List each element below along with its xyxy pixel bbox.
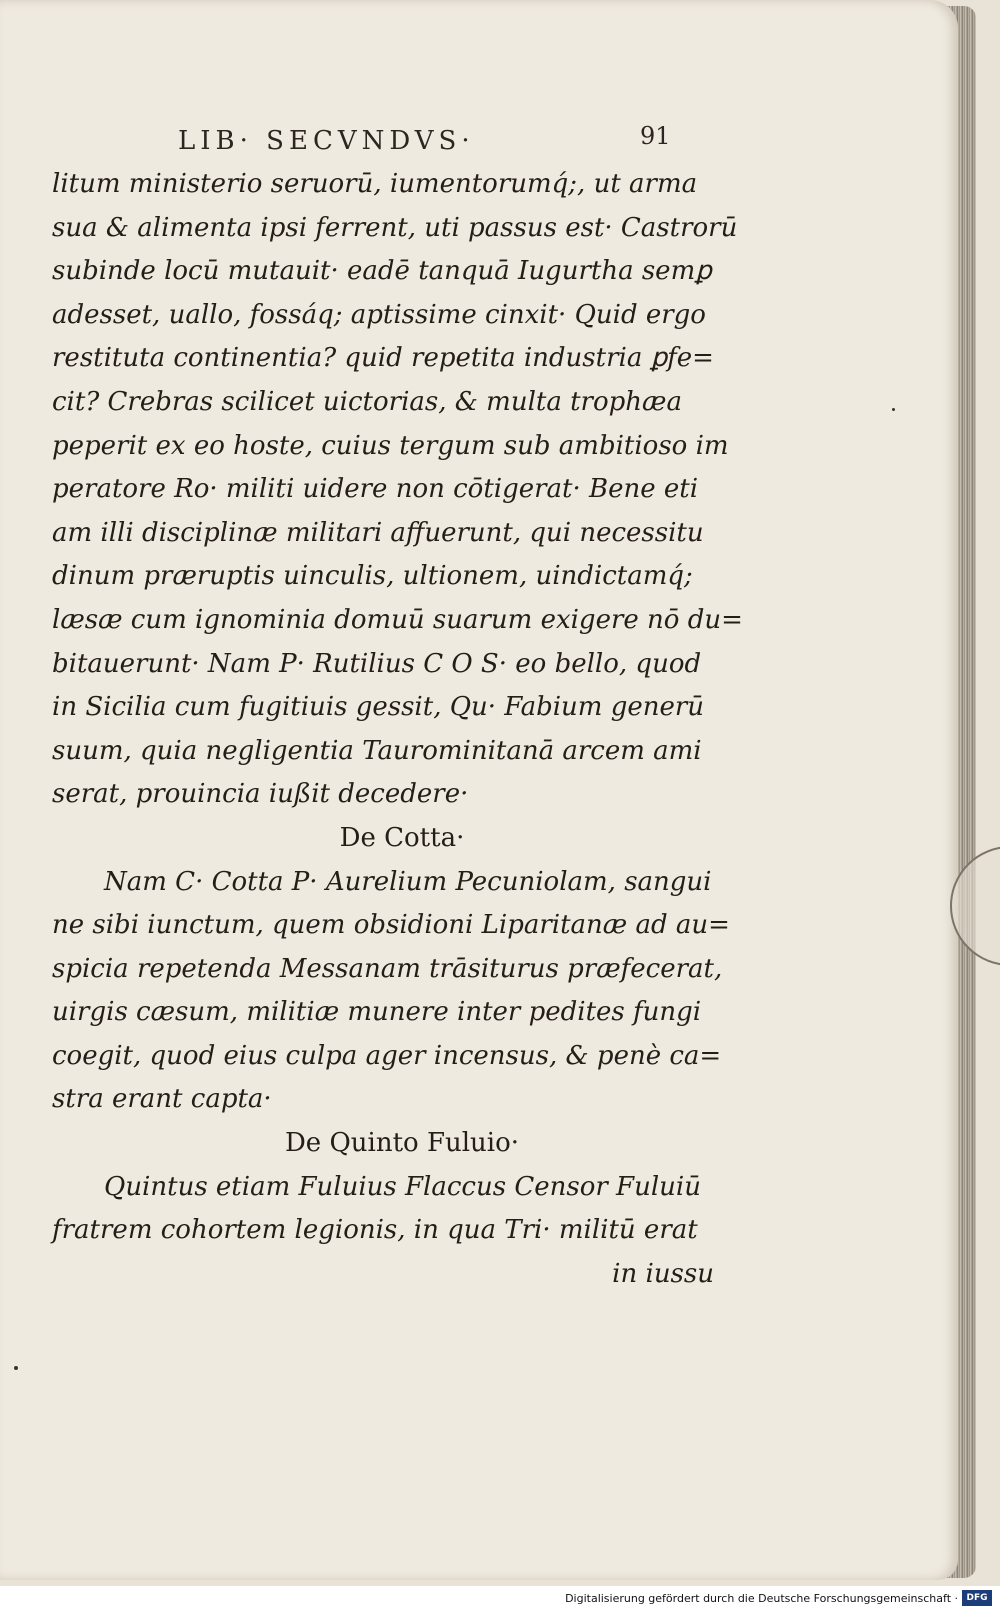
text-line: Nam C· Cotta P· Aurelium Pecuniolam, sangui bbox=[104, 866, 712, 897]
ink-speck bbox=[892, 408, 895, 411]
text-line: restituta continentia? quid repetita industria ꝑfe= bbox=[52, 343, 714, 374]
section-heading: De Quinto Fuluio· bbox=[284, 1128, 520, 1159]
section-heading: De Cotta· bbox=[339, 822, 465, 853]
text-line: am illi disciplinæ militari affuerunt, qui necessitu bbox=[52, 517, 704, 548]
page-number: 91 bbox=[640, 122, 671, 150]
text-line: suum, quia negligentia Taurominitanā arcem ami bbox=[52, 735, 702, 766]
text-line: bitauerunt· Nam P· Rutilius C O S· eo bello, quod bbox=[52, 648, 702, 679]
text-line: serat, prouincia iußit decedere· bbox=[52, 779, 469, 810]
text-line: stra erant capta· bbox=[52, 1084, 272, 1115]
text-line: fratrem cohortem legionis, in qua Tri· militū erat bbox=[52, 1215, 698, 1246]
dfg-logo: DFG bbox=[962, 1590, 992, 1606]
text-line: spicia repetenda Messanam trāsiturus præfecerat, bbox=[52, 953, 723, 984]
text-line: Quintus etiam Fuluius Flaccus Censor Fuluiū bbox=[104, 1171, 701, 1202]
text-line: ne sibi iunctum, quem obsidioni Liparitanæ ad au= bbox=[52, 910, 730, 941]
text-line: læsæ cum ignominia domuū suarum exigere nō du= bbox=[52, 604, 743, 635]
text-line: sua & alimenta ipsi ferrent, uti passus est· Castrorū bbox=[52, 212, 738, 243]
text-line: dinum præruptis uinculis, ultionem, uindictamq́; bbox=[52, 561, 693, 592]
text-line: in Sicilia cum fugitiuis gessit, Qu· Fabium generū bbox=[52, 692, 705, 723]
body-text bbox=[52, 163, 743, 1296]
footer-credit: Digitalisierung gefördert durch die Deutsche Forschungsgemeinschaft · bbox=[565, 1592, 958, 1605]
catchword: in iussu bbox=[612, 1258, 714, 1289]
text-line: subinde locū mutauit· eadē tanquā Iugurtha semꝑ bbox=[52, 256, 712, 287]
text-line: adesset, uallo, fossáq; aptissime cinxit· Quid ergo bbox=[52, 299, 706, 330]
text-line: peratore Ro· militi uidere non cōtigerat· Bene eti bbox=[52, 474, 699, 505]
text-line: peperit ex eo hoste, cuius tergum sub ambitioso im bbox=[52, 430, 729, 461]
digitization-footer bbox=[0, 1586, 1000, 1614]
text-line: uirgis cæsum, militiæ munere inter pedites fungi bbox=[52, 997, 702, 1028]
running-head: LIB· SECVNDVS· bbox=[178, 126, 475, 156]
ink-speck bbox=[14, 1366, 18, 1370]
text-line: cit? Crebras scilicet uictorias, & multa trophæa bbox=[52, 386, 682, 417]
text-line: coegit, quod eius culpa ager incensus, & penè ca= bbox=[52, 1040, 722, 1071]
text-line: litum ministerio seruorū, iumentorumq́;, ut arma bbox=[52, 169, 698, 199]
